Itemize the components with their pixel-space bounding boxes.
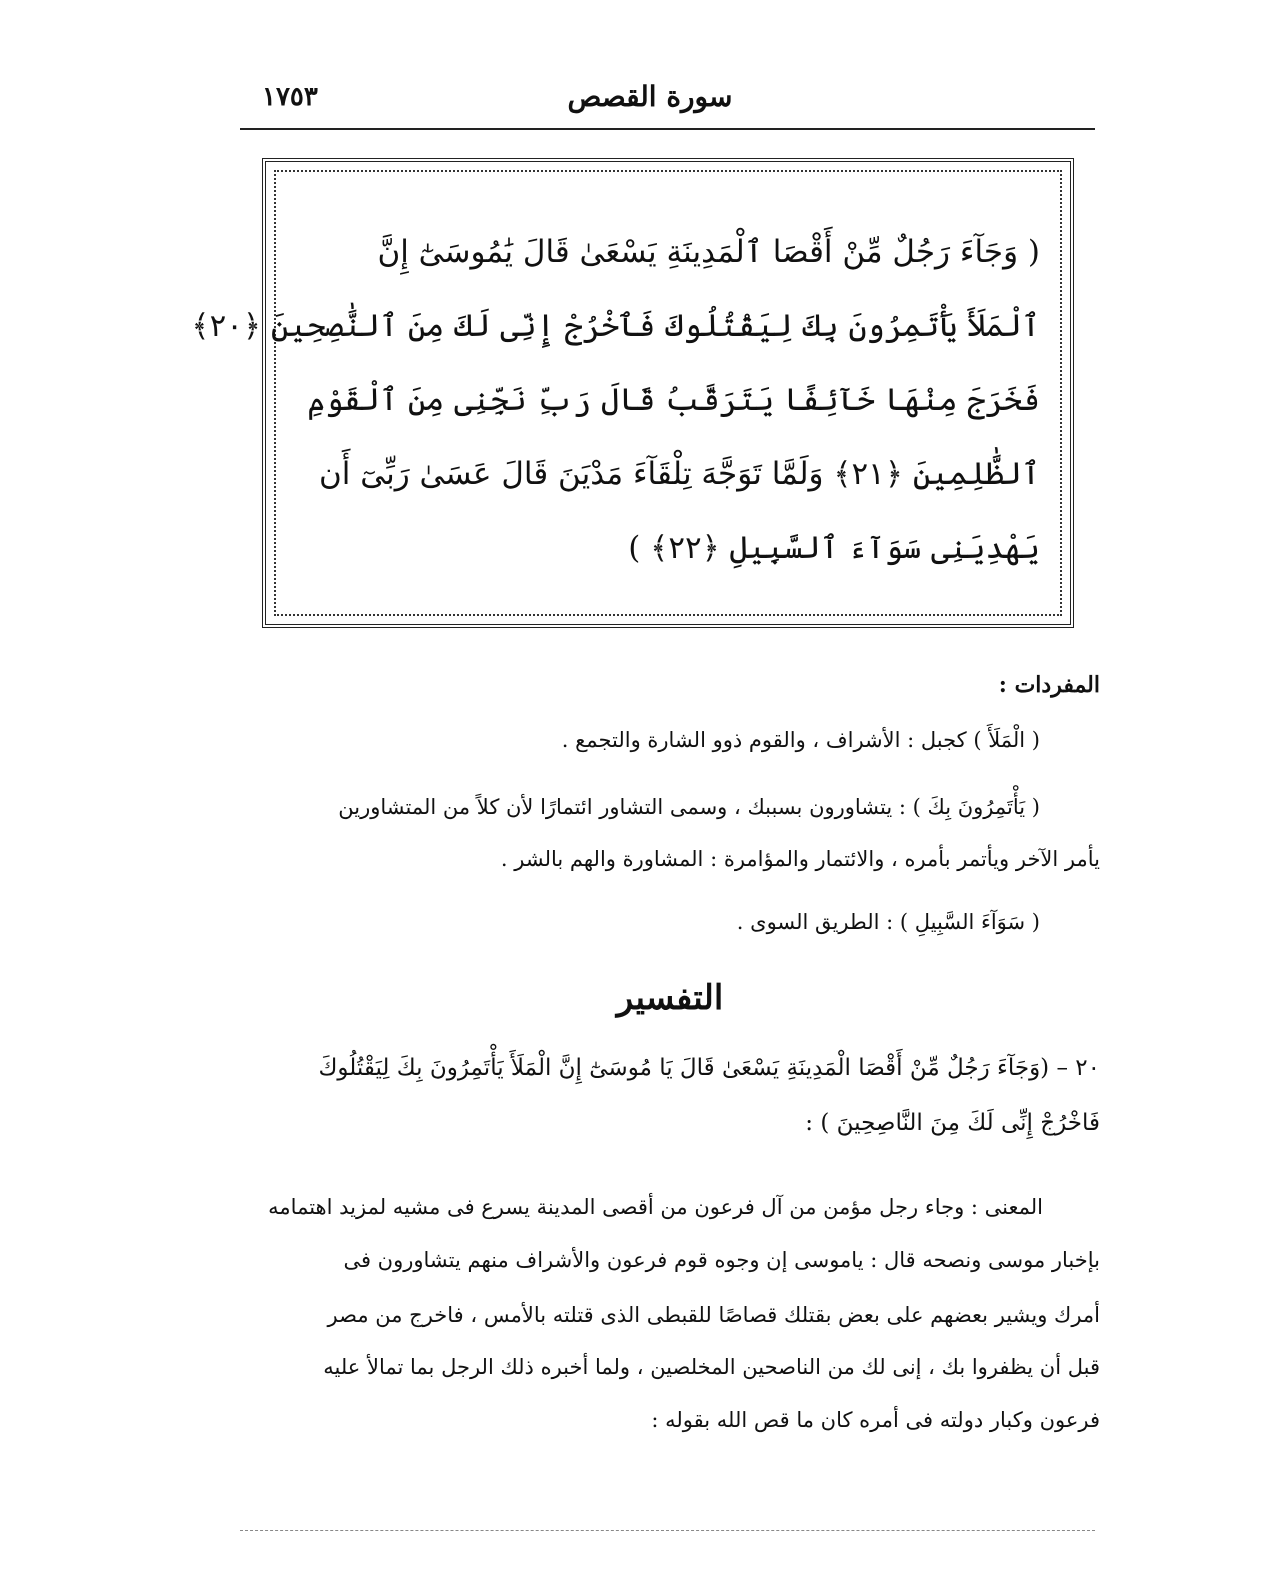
- vocabulary-entry: يأمر الآخر ويأتمر بأمره ، والائتمار والمؤامرة : المشاورة والهم بالشر .: [500, 847, 1100, 871]
- meaning-line: أمرك ويشير بعضهم على بعض بقتلك قصاصًا للقبطى الذى قتلته بالأمس ، فاخرج من مصر: [327, 1303, 1100, 1327]
- quran-verse-line: ٱلظَّٰلِمِينَ ﴿٢١﴾ وَلَمَّا تَوَجَّهَ تِلْقَآءَ مَدْيَنَ قَالَ عَسَىٰ رَبِّىٓ أَن: [319, 456, 1040, 492]
- page-number: ١٧٥٣: [262, 82, 318, 112]
- vocabulary-entry: ( يَأْتَمِرُونَ بِكَ ) : يتشاورون بسببك ، وسمى التشاور ائتمارًا لأن كلاً من المتشاورين: [338, 795, 1040, 819]
- footer-rule: [240, 1530, 1095, 1531]
- meaning-line: فرعون وكبار دولته فى أمره كان ما قص الله بقوله :: [651, 1408, 1100, 1432]
- meaning-line: بإخبار موسى ونصحه قال : ياموسى إن وجوه قوم فرعون والأشراف منهم يتشاورون فى: [343, 1248, 1100, 1272]
- quran-verse-line: فَخَرَجَ مِنْهَا خَآئِفًا يَتَرَقَّبُ قَالَ رَبِّ نَجِّنِى مِنَ ٱلْقَوْمِ: [307, 382, 1040, 418]
- surah-title: سورة القصص: [567, 80, 733, 113]
- quran-verse-line: ٱلْمَلَأَ يَأْتَمِرُونَ بِكَ لِيَقْتُلُوكَ فَٱخْرُجْ إِنِّى لَكَ مِنَ ٱلنَّٰصِحِينَ ﴿٢٠﴾: [191, 308, 1040, 344]
- header-rule: [240, 128, 1095, 130]
- quran-verse-line: يَهْدِيَنِى سَوَآءَ ٱلسَّبِيلِ ﴿٢٢﴾ ): [628, 530, 1040, 566]
- meaning-line: قبل أن يظفروا بك ، إنى لك من الناصحين المخلصين ، ولما أخبره ذلك الرجل بما تمالأ عليه: [323, 1355, 1100, 1379]
- meaning-line: المعنى : وجاء رجل مؤمن من آل فرعون من أقصى المدينة يسرع فى مشيه لمزيد اهتمامه: [268, 1195, 1043, 1219]
- vocabulary-heading: المفردات :: [998, 672, 1100, 698]
- vocabulary-entry: ( الْمَلَأَ ) كجبل : الأشراف ، والقوم ذوو الشارة والتجمع .: [561, 728, 1040, 752]
- quran-verse-line: ( وَجَآءَ رَجُلٌ مِّنْ أَقْصَا ٱلْمَدِينَةِ يَسْعَىٰ قَالَ يَٰمُوسَىٰٓ إِنَّ: [377, 234, 1040, 270]
- tafsir-verse-line: ٢٠ – (وَجَآءَ رَجُلٌ مِّنْ أَقْصَا الْمَدِينَةِ يَسْعَىٰ قَالَ يَا مُوسَىٰٓ إِنَّ الْمَلَأَ يَأْتَمِرُونَ بِكَ لِيَقْتُلُوكَ: [318, 1055, 1100, 1081]
- tafsir-heading: التفسير: [616, 978, 724, 1018]
- quran-verse-block: [191, 215, 1040, 585]
- vocabulary-entry: ( سَوَآءَ السَّبِيلِ ) : الطريق السوى .: [736, 910, 1040, 934]
- tafsir-verse-line: فَاخْرُجْ إِنِّى لَكَ مِنَ النَّاصِحِينَ ) :: [805, 1110, 1100, 1136]
